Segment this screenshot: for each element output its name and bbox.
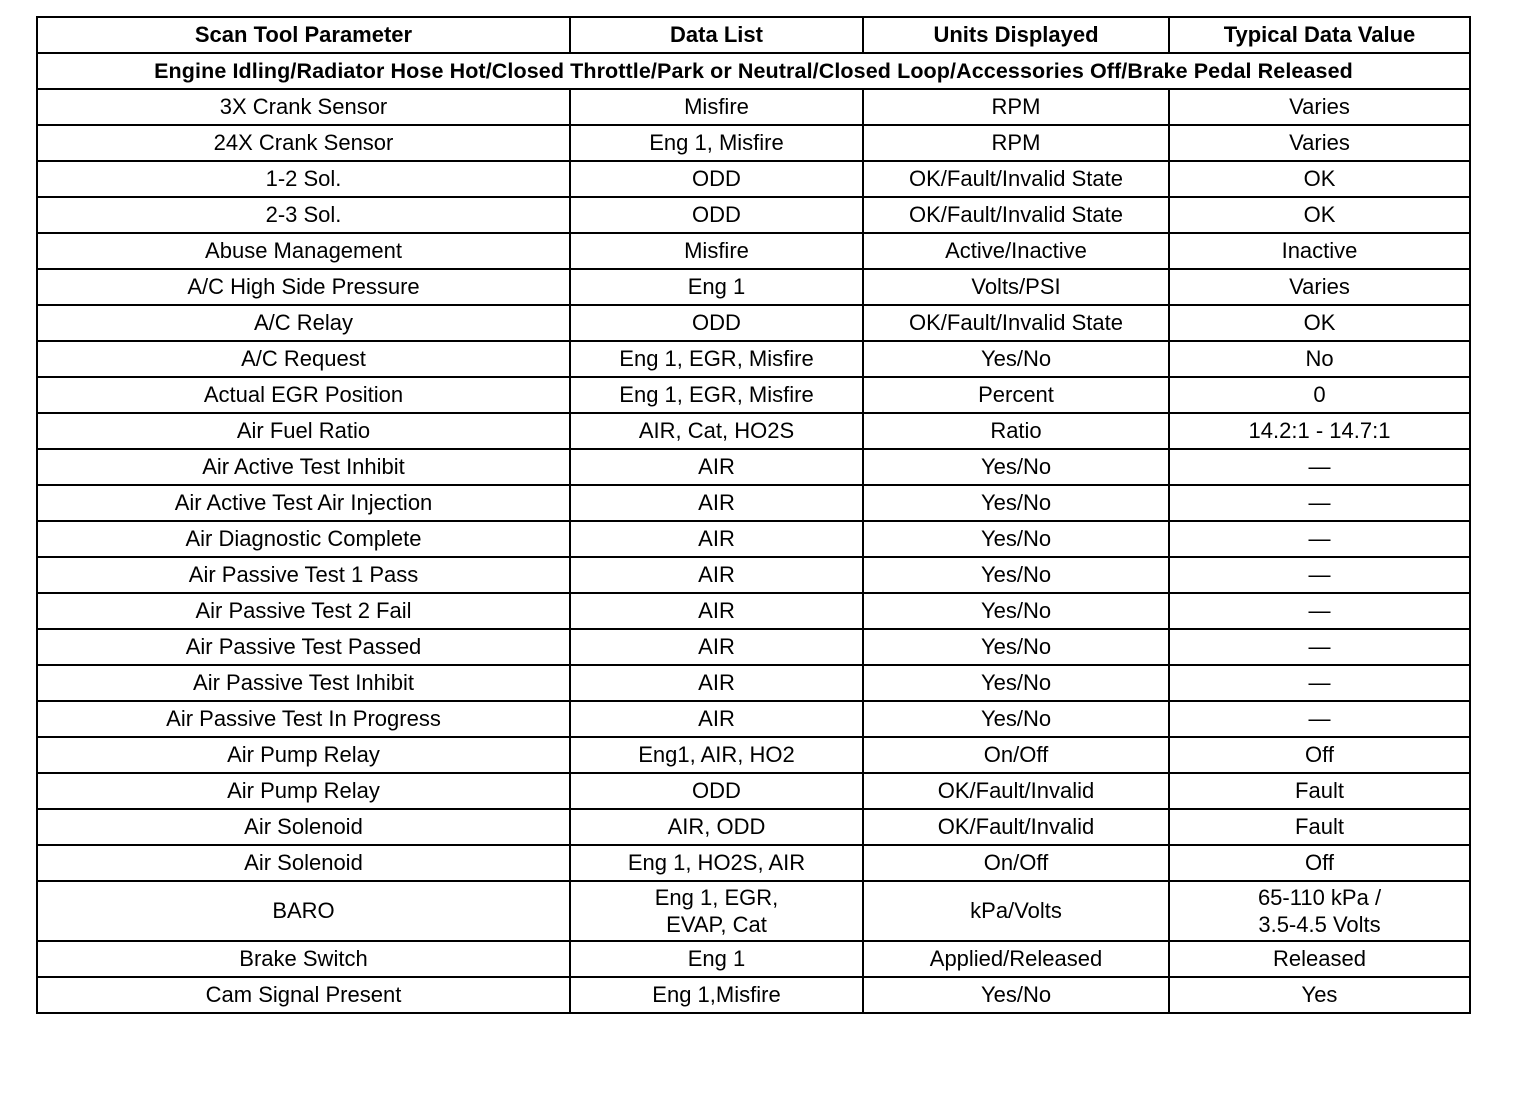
parameter-cell: Air Pump Relay — [37, 737, 570, 773]
typical-value-cell: 14.2:1 - 14.7:1 — [1169, 413, 1470, 449]
data-list-cell: AIR — [570, 665, 863, 701]
data-list-cell: Eng 1, Misfire — [570, 125, 863, 161]
typical-value-cell: — — [1169, 629, 1470, 665]
parameter-cell: Air Solenoid — [37, 845, 570, 881]
units-cell: Yes/No — [863, 521, 1169, 557]
units-cell: RPM — [863, 125, 1169, 161]
data-list-cell: Eng 1 — [570, 941, 863, 977]
parameter-cell: A/C Request — [37, 341, 570, 377]
table-row — [37, 809, 1470, 845]
parameter-cell: Abuse Management — [37, 233, 570, 269]
units-cell: OK/Fault/Invalid — [863, 773, 1169, 809]
typical-value-cell: — — [1169, 701, 1470, 737]
units-cell: Yes/No — [863, 977, 1169, 1013]
data-list-cell: AIR — [570, 593, 863, 629]
data-list-cell: AIR — [570, 557, 863, 593]
data-list-cell: Eng 1, EGR, EVAP, Cat — [570, 881, 863, 941]
units-cell: Yes/No — [863, 341, 1169, 377]
typical-value-cell: — — [1169, 485, 1470, 521]
table-row — [37, 341, 1470, 377]
header-row — [37, 17, 1470, 53]
parameter-cell: 1-2 Sol. — [37, 161, 570, 197]
test-conditions: Engine Idling/Radiator Hose Hot/Closed Throttle/Park or Neutral/Closed Loop/Accessories Off/Brake Pedal Released — [37, 53, 1470, 89]
typical-value-cell: — — [1169, 593, 1470, 629]
data-list-cell: AIR — [570, 449, 863, 485]
table-row — [37, 665, 1470, 701]
table-row — [37, 197, 1470, 233]
data-list-cell: Eng 1,Misfire — [570, 977, 863, 1013]
data-list-cell: Eng 1, EGR, Misfire — [570, 341, 863, 377]
table-row — [37, 89, 1470, 125]
table-row — [37, 233, 1470, 269]
table-row — [37, 773, 1470, 809]
typical-value-cell: 65-110 kPa / 3.5-4.5 Volts — [1169, 881, 1470, 941]
parameter-cell: A/C Relay — [37, 305, 570, 341]
data-list-cell: AIR — [570, 701, 863, 737]
typical-value-cell: Off — [1169, 737, 1470, 773]
units-cell: Yes/No — [863, 557, 1169, 593]
typical-value-cell: Fault — [1169, 809, 1470, 845]
table-row — [37, 377, 1470, 413]
typical-value-cell: OK — [1169, 197, 1470, 233]
parameter-cell: A/C High Side Pressure — [37, 269, 570, 305]
table-row — [37, 269, 1470, 305]
data-list-cell: Eng 1, HO2S, AIR — [570, 845, 863, 881]
units-cell: OK/Fault/Invalid State — [863, 161, 1169, 197]
table-row — [37, 701, 1470, 737]
data-list-cell: Eng 1, EGR, Misfire — [570, 377, 863, 413]
data-list-cell: Misfire — [570, 89, 863, 125]
units-cell: Applied/Released — [863, 941, 1169, 977]
parameter-cell: Air Passive Test Inhibit — [37, 665, 570, 701]
table-row — [37, 413, 1470, 449]
typical-value-cell: — — [1169, 449, 1470, 485]
data-list-cell: AIR, ODD — [570, 809, 863, 845]
data-list-cell: ODD — [570, 773, 863, 809]
units-cell: On/Off — [863, 737, 1169, 773]
typical-value-cell: Varies — [1169, 125, 1470, 161]
units-cell: OK/Fault/Invalid State — [863, 197, 1169, 233]
data-list-cell: ODD — [570, 161, 863, 197]
parameter-cell: Air Solenoid — [37, 809, 570, 845]
data-list-cell: Misfire — [570, 233, 863, 269]
units-cell: Yes/No — [863, 701, 1169, 737]
data-list-cell: AIR — [570, 485, 863, 521]
table-row — [37, 977, 1470, 1013]
table-row — [37, 593, 1470, 629]
data-list-cell: Eng1, AIR, HO2 — [570, 737, 863, 773]
units-cell: OK/Fault/Invalid State — [863, 305, 1169, 341]
data-list-cell: ODD — [570, 197, 863, 233]
table-row — [37, 845, 1470, 881]
parameter-cell: Cam Signal Present — [37, 977, 570, 1013]
table-row — [37, 557, 1470, 593]
units-cell: Volts/PSI — [863, 269, 1169, 305]
parameter-cell: Air Passive Test 1 Pass — [37, 557, 570, 593]
typical-value-cell: OK — [1169, 305, 1470, 341]
typical-value-cell: Varies — [1169, 89, 1470, 125]
units-cell: Active/Inactive — [863, 233, 1169, 269]
parameter-cell: Air Diagnostic Complete — [37, 521, 570, 557]
condition-row — [37, 53, 1470, 89]
typical-value-cell: — — [1169, 521, 1470, 557]
typical-value-cell: OK — [1169, 161, 1470, 197]
scan-tool-data-table — [36, 16, 1471, 1014]
data-list-cell: Eng 1 — [570, 269, 863, 305]
data-list-cell: AIR — [570, 521, 863, 557]
header-data-list: Data List — [570, 17, 863, 53]
table-row — [37, 737, 1470, 773]
units-cell: Percent — [863, 377, 1169, 413]
parameter-cell: 3X Crank Sensor — [37, 89, 570, 125]
units-cell: Yes/No — [863, 449, 1169, 485]
parameter-cell: 24X Crank Sensor — [37, 125, 570, 161]
typical-value-cell: Inactive — [1169, 233, 1470, 269]
data-list-cell: ODD — [570, 305, 863, 341]
units-cell: RPM — [863, 89, 1169, 125]
header-typical-data-value: Typical Data Value — [1169, 17, 1470, 53]
typical-value-cell: Varies — [1169, 269, 1470, 305]
table-row — [37, 881, 1470, 941]
typical-value-cell: — — [1169, 557, 1470, 593]
units-cell: Yes/No — [863, 629, 1169, 665]
units-cell: kPa/Volts — [863, 881, 1169, 941]
typical-value-cell: 0 — [1169, 377, 1470, 413]
parameter-cell: Air Passive Test 2 Fail — [37, 593, 570, 629]
data-list-cell: AIR — [570, 629, 863, 665]
typical-value-cell: Released — [1169, 941, 1470, 977]
table-row — [37, 305, 1470, 341]
typical-value-cell: Fault — [1169, 773, 1470, 809]
parameter-cell: BARO — [37, 881, 570, 941]
parameter-cell: Air Fuel Ratio — [37, 413, 570, 449]
table-row — [37, 125, 1470, 161]
parameter-cell: Brake Switch — [37, 941, 570, 977]
parameter-cell: Air Active Test Air Injection — [37, 485, 570, 521]
table-row — [37, 629, 1470, 665]
parameter-cell: Air Active Test Inhibit — [37, 449, 570, 485]
table-row — [37, 449, 1470, 485]
table-row — [37, 161, 1470, 197]
units-cell: Yes/No — [863, 485, 1169, 521]
typical-value-cell: — — [1169, 665, 1470, 701]
parameter-cell: Actual EGR Position — [37, 377, 570, 413]
table-row — [37, 941, 1470, 977]
parameter-cell: Air Pump Relay — [37, 773, 570, 809]
data-list-cell: AIR, Cat, HO2S — [570, 413, 863, 449]
table-row — [37, 521, 1470, 557]
typical-value-cell: Yes — [1169, 977, 1470, 1013]
table-row — [37, 485, 1470, 521]
units-cell: Yes/No — [863, 593, 1169, 629]
typical-value-cell: Off — [1169, 845, 1470, 881]
units-cell: OK/Fault/Invalid — [863, 809, 1169, 845]
parameter-cell: Air Passive Test In Progress — [37, 701, 570, 737]
units-cell: Ratio — [863, 413, 1169, 449]
typical-value-cell: No — [1169, 341, 1470, 377]
header-units-displayed: Units Displayed — [863, 17, 1169, 53]
units-cell: On/Off — [863, 845, 1169, 881]
units-cell: Yes/No — [863, 665, 1169, 701]
parameter-cell: Air Passive Test Passed — [37, 629, 570, 665]
parameter-cell: 2-3 Sol. — [37, 197, 570, 233]
header-scan-tool-parameter: Scan Tool Parameter — [37, 17, 570, 53]
